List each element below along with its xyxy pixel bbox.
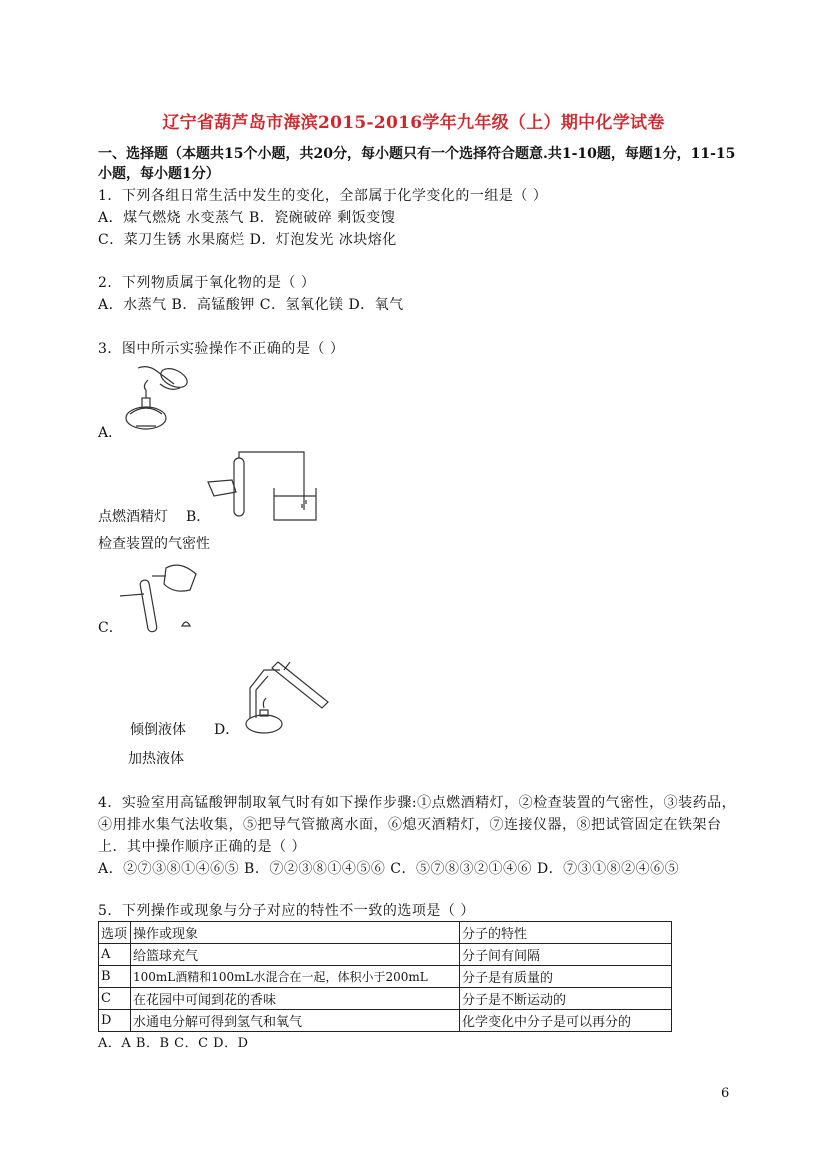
q4-stem-line3: 上．其中操作顺序正确的是（ ）	[98, 839, 306, 855]
q3-stem: 3．图中所示实验操作不正确的是（ ）	[98, 341, 345, 357]
q5-options: A．A B．B C．C D．D	[98, 1036, 249, 1051]
table-cell: 选项	[99, 922, 131, 944]
q1-options-row1: A．煤气燃烧 水变蒸气 B．瓷碗破碎 剩饭变馊	[98, 210, 396, 226]
table-cell: 分子是有质量的	[460, 966, 672, 988]
table-cell: 分子间有间隔	[460, 944, 672, 966]
q4-options: A．②⑦③⑧①④⑥⑤ B．⑦②③⑧①④⑤⑥ C．⑤⑦⑧③②①④⑥ D．⑦③①⑧②④⑥⑤	[98, 861, 680, 877]
figure-b-airtightness-check	[208, 452, 323, 524]
exam-title: 辽宁省葫芦岛市海滨2015-2016学年九年级（上）期中化学试卷	[162, 113, 665, 133]
q3-option-b-label: B．	[186, 509, 211, 525]
figure-a-lighting-lamp	[118, 362, 198, 440]
q3-option-d-label: D．	[214, 722, 240, 738]
table-cell: 水通电分解可得到氢气和氧气	[131, 1010, 460, 1032]
table-cell: A	[99, 944, 131, 966]
q4-stem-line2: ④用排水集气法收集，⑤把导气管撤离水面，⑥熄灭酒精灯，⑦连接仪器，⑧把试管固定在铁架台	[98, 817, 722, 833]
q3-option-d-caption: 加热液体	[128, 751, 184, 767]
q3-option-b-caption: 检查装置的气密性	[98, 536, 210, 552]
table-cell: 操作或现象	[131, 922, 460, 944]
q2-options: A．水蒸气 B．高锰酸钾 C．氢氧化镁 D．氧气	[98, 297, 404, 313]
table-cell: D	[99, 1010, 131, 1032]
table-cell: 100mL酒精和100mL水混合在一起，体积小于200mL	[131, 966, 460, 988]
table-row	[99, 944, 672, 966]
q4-stem-line1: 4．实验室用高锰酸钾制取氧气时有如下操作步骤:①点燃酒精灯，②检查装置的气密性，③装药品，	[98, 795, 737, 811]
table-cell: B	[99, 966, 131, 988]
page-number: 6	[721, 1086, 730, 1101]
table-row	[99, 966, 672, 988]
figure-d-heating-liquid	[238, 648, 333, 738]
q3-option-c-label: C．	[98, 620, 123, 636]
table-cell: 在花园中可闻到花的香味	[131, 988, 460, 1010]
table-row	[99, 922, 672, 944]
q3-option-c-caption: 倾倒液体	[130, 722, 186, 738]
section-heading-line2: 小题，每小题1分）	[98, 166, 220, 182]
q3-option-a-label: A．	[98, 425, 123, 441]
table-cell: 分子的特性	[460, 922, 672, 944]
table-cell: 化学变化中分子是可以再分的	[460, 1010, 672, 1032]
q3-option-a-caption: 点燃酒精灯	[98, 509, 168, 525]
q2-stem: 2．下列物质属于氧化物的是（ ）	[98, 275, 316, 291]
table-row	[99, 988, 672, 1010]
table-cell: 给篮球充气	[131, 944, 460, 966]
figure-c-pouring-liquid	[120, 560, 205, 635]
table-cell: 分子是不断运动的	[460, 988, 672, 1010]
q5-table	[98, 921, 672, 1032]
table-cell: C	[99, 988, 131, 1010]
section-heading-line1: 一、选择题（本题共15个小题，共20分，每小题只有一个选择符合题意.共1-10题，每题1分，11-15	[98, 146, 736, 162]
table-row	[99, 1010, 672, 1032]
q1-stem: 1．下列各组日常生活中发生的变化，全部属于化学变化的一组是（ ）	[98, 188, 548, 204]
q5-stem: 5．下列操作或现象与分子对应的特性不一致的选项是（ ）	[98, 903, 475, 919]
q1-options-row2: C．菜刀生锈 水果腐烂 D．灯泡发光 冰块熔化	[98, 232, 397, 248]
